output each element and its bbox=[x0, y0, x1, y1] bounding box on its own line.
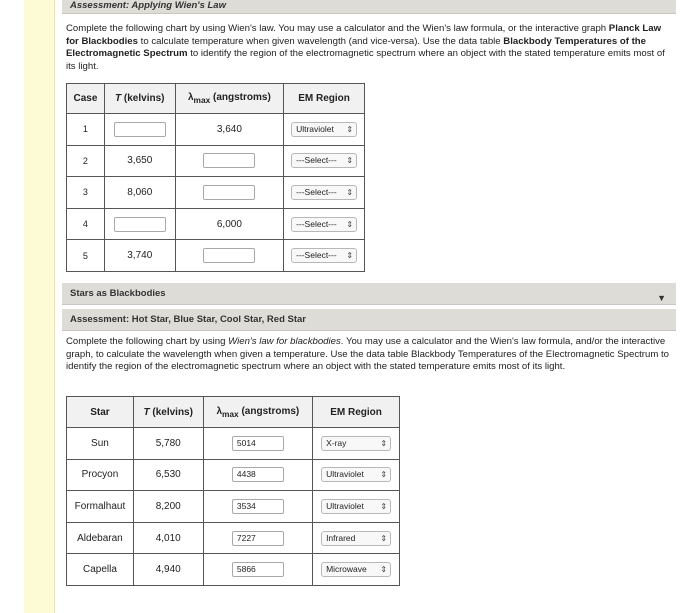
select-chevron-icon: ⇕ bbox=[346, 156, 354, 166]
em-region-select-value: Ultraviolet bbox=[326, 469, 364, 480]
select-chevron-icon: ⇕ bbox=[346, 251, 354, 261]
section-header-applying-wiens-law: Assessment: Applying Wien's Law bbox=[62, 0, 676, 14]
section-header-stars-as-blackbodies[interactable]: Stars as Blackbodies ▼ bbox=[62, 283, 676, 305]
star-name: Formalhaut bbox=[67, 491, 134, 523]
stars-table bbox=[66, 396, 400, 586]
answer-input[interactable] bbox=[203, 248, 255, 263]
case-number: 1 bbox=[67, 114, 105, 146]
em-region-select[interactable] bbox=[291, 185, 357, 200]
em-region-select[interactable] bbox=[321, 531, 391, 546]
wiens-law-table bbox=[66, 83, 365, 272]
answer-input[interactable] bbox=[114, 217, 166, 232]
select-chevron-icon: ⇕ bbox=[380, 470, 388, 480]
case-number: 2 bbox=[67, 145, 105, 177]
col-header-star: Star bbox=[67, 397, 134, 428]
em-region-select-value: Microwave bbox=[326, 564, 367, 575]
em-region-select-value: X-ray bbox=[326, 437, 347, 448]
case-number: 5 bbox=[67, 240, 105, 272]
paragraph-text-run: Complete the following chart by using Wien's law. You may use a calculator and the Wien's law formula, or the interactive graph bbox=[66, 23, 609, 34]
col-header-temperature: T (kelvins) bbox=[104, 84, 175, 114]
table-row bbox=[67, 240, 365, 272]
lambda-cell bbox=[175, 177, 283, 209]
lambda-value: 3,640 bbox=[175, 114, 283, 146]
table-row bbox=[67, 208, 365, 240]
answer-input[interactable]: 5014 bbox=[232, 436, 284, 451]
answer-input[interactable] bbox=[203, 185, 255, 200]
temperature-value: 4,010 bbox=[133, 522, 203, 554]
star-name: Aldebaran bbox=[67, 522, 134, 554]
table-row bbox=[67, 459, 400, 491]
select-chevron-icon: ⇕ bbox=[380, 438, 388, 448]
select-chevron-icon: ⇕ bbox=[346, 219, 354, 229]
em-region-select-value: ---Select--- bbox=[296, 155, 337, 166]
select-chevron-icon: ⇕ bbox=[380, 533, 388, 543]
paragraph-text-run: to calculate temperature when given wavelength (and vice-versa). Use the data table bbox=[137, 35, 504, 47]
em-region-cell bbox=[313, 522, 400, 554]
temperature-value: 8,060 bbox=[104, 177, 175, 209]
col-header-em-region: EM Region bbox=[284, 84, 365, 114]
em-region-select-value: Infrared bbox=[326, 532, 356, 543]
em-region-select[interactable] bbox=[321, 436, 391, 451]
em-region-select[interactable] bbox=[321, 499, 391, 514]
paragraph-text-run: to identify the region of the electromagnetic spectrum where an object with the stated temperature emits most of its light. bbox=[66, 48, 665, 72]
answer-input[interactable]: 7227 bbox=[232, 531, 284, 546]
instructions-paragraph-1 bbox=[66, 23, 672, 73]
lambda-cell bbox=[203, 459, 313, 491]
em-region-cell bbox=[284, 240, 365, 272]
table-row bbox=[67, 114, 365, 146]
paragraph-text-run: Complete the following chart by using bbox=[66, 336, 229, 347]
paragraph-text-run: Wien's law for blackbodies bbox=[228, 336, 341, 347]
em-region-select[interactable] bbox=[321, 467, 391, 482]
em-region-cell bbox=[284, 145, 365, 177]
answer-input[interactable]: 4438 bbox=[232, 467, 284, 482]
lambda-cell bbox=[175, 240, 283, 272]
lambda-cell bbox=[203, 491, 313, 523]
temperature-cell bbox=[104, 208, 175, 240]
table-row bbox=[67, 522, 400, 554]
temperature-value: 6,530 bbox=[133, 459, 203, 491]
col-header-case: Case bbox=[67, 84, 105, 114]
em-region-select[interactable] bbox=[291, 217, 357, 232]
paragraph-text-run: Planck Law for Blackbodies bbox=[66, 23, 662, 47]
table-row bbox=[67, 491, 400, 523]
star-name: Procyon bbox=[67, 459, 134, 491]
table-row bbox=[67, 145, 365, 177]
lambda-cell bbox=[203, 428, 313, 460]
temperature-value: 8,200 bbox=[133, 491, 203, 523]
table-row bbox=[67, 428, 400, 460]
temperature-cell bbox=[104, 114, 175, 146]
em-region-select-value: ---Select--- bbox=[296, 218, 337, 229]
select-chevron-icon: ⇕ bbox=[346, 187, 354, 197]
em-region-cell bbox=[313, 459, 400, 491]
table-row bbox=[67, 554, 400, 586]
select-chevron-icon: ⇕ bbox=[346, 124, 354, 134]
em-region-select[interactable] bbox=[321, 562, 391, 577]
em-region-cell bbox=[313, 491, 400, 523]
lambda-cell bbox=[175, 145, 283, 177]
em-region-select[interactable] bbox=[291, 122, 357, 137]
col-header-em-region: EM Region bbox=[313, 397, 400, 428]
answer-input[interactable] bbox=[203, 153, 255, 168]
em-region-cell bbox=[313, 428, 400, 460]
em-region-cell bbox=[284, 208, 365, 240]
case-number: 4 bbox=[67, 208, 105, 240]
answer-input[interactable] bbox=[114, 122, 166, 137]
em-region-select-value: ---Select--- bbox=[296, 250, 337, 261]
temperature-value: 4,940 bbox=[133, 554, 203, 586]
em-region-select[interactable] bbox=[291, 153, 357, 168]
expand-triangle-icon[interactable]: ▼ bbox=[657, 293, 666, 303]
temperature-value: 5,780 bbox=[133, 428, 203, 460]
star-name: Sun bbox=[67, 428, 134, 460]
em-region-cell bbox=[313, 554, 400, 586]
lambda-cell bbox=[203, 522, 313, 554]
lambda-cell bbox=[203, 554, 313, 586]
lambda-value: 6,000 bbox=[175, 208, 283, 240]
select-chevron-icon: ⇕ bbox=[380, 501, 388, 511]
em-region-select-value: ---Select--- bbox=[296, 186, 337, 197]
temperature-value: 3,740 bbox=[104, 240, 175, 272]
answer-input[interactable]: 5866 bbox=[232, 562, 284, 577]
star-name: Capella bbox=[67, 554, 134, 586]
col-header-lambda-max: $\lambda_{max}$ (angstroms) bbox=[175, 84, 283, 114]
em-region-cell bbox=[284, 177, 365, 209]
em-region-cell bbox=[284, 114, 365, 146]
answer-input[interactable]: 3534 bbox=[232, 499, 284, 514]
temperature-value: 3,650 bbox=[104, 145, 175, 177]
table-row bbox=[67, 177, 365, 209]
select-chevron-icon: ⇕ bbox=[380, 565, 388, 575]
col-header-temperature: T (kelvins) bbox=[133, 397, 203, 428]
left-margin-bar bbox=[24, 0, 55, 613]
col-header-lambda-max: $\lambda_{max}$ (angstroms) bbox=[203, 397, 313, 428]
paragraph-text-run: Blackbody Temperatures of the Electromagnetic Spectrum bbox=[66, 35, 646, 60]
paragraph-text-run: . You may use a calculator and the Wien's law formula, and/or the interactive graph, to calculate the wavelength when given a temperature. Use the data table Blackbody Temperatures of the Electromagnetic Spectrum to identify the region of the electromagnetic spectrum where an object with the stated temperature emits most of its light. bbox=[66, 336, 669, 373]
em-region-select-value: Ultraviolet bbox=[296, 123, 334, 134]
case-number: 3 bbox=[67, 177, 105, 209]
section-header-hot-star: Assessment: Hot Star, Blue Star, Cool Star, Red Star bbox=[62, 309, 676, 331]
instructions-paragraph-2 bbox=[66, 336, 672, 374]
em-region-select-value: Ultraviolet bbox=[326, 500, 364, 511]
em-region-select[interactable] bbox=[291, 248, 357, 263]
